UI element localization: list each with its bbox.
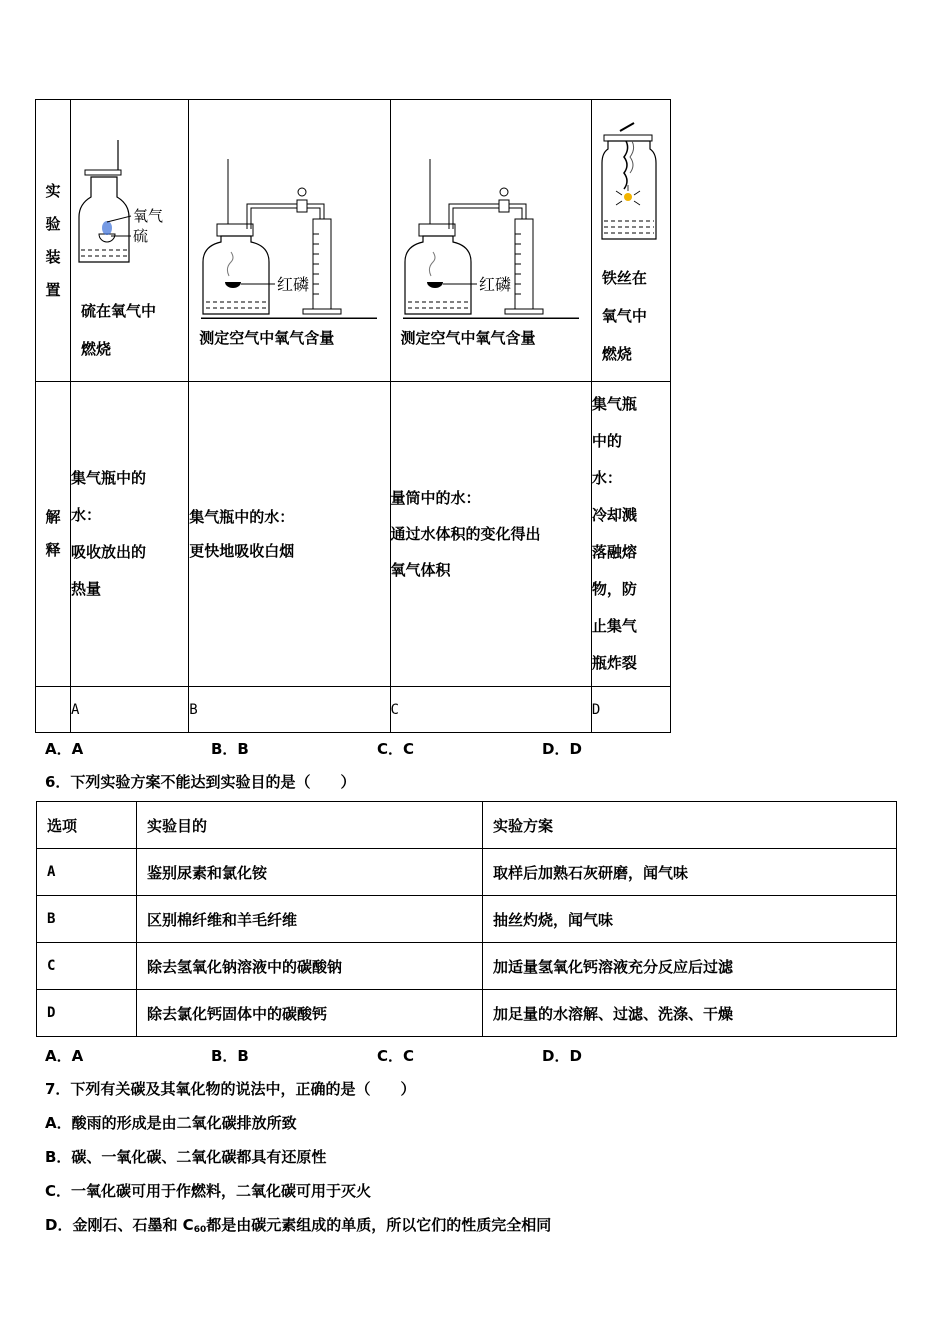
q5-option-d[interactable]: D．D	[542, 740, 582, 758]
letter-row-blank	[36, 687, 71, 733]
q5-option-a[interactable]: A．A	[45, 740, 84, 758]
q6-row	[37, 943, 897, 990]
row-label-apparatus: 实 验 装 置	[36, 100, 71, 382]
q5-option-b[interactable]: B．B	[211, 740, 249, 758]
label-red-phosphorus-b: 红磷	[277, 275, 310, 294]
q7-stem: 7．下列有关碳及其氧化物的说法中，正确的是（ ）	[45, 1080, 416, 1098]
q6-row-plan: 加适量氢氧化钙溶液充分反应后过滤	[483, 943, 897, 990]
q6-row-goal: 区别棉纤维和羊毛纤维	[137, 896, 483, 943]
apparatus-cell-c	[390, 100, 591, 382]
q6-row	[37, 896, 897, 943]
label-sulfur: 硫	[133, 226, 149, 245]
letter-b: B	[189, 687, 390, 733]
letter-c: C	[390, 687, 591, 733]
q6-row	[37, 849, 897, 896]
q6-header-option: 选项	[37, 802, 137, 849]
explanation-b: 集气瓶中的水： 更快地吸收白烟	[189, 382, 390, 687]
letter-a: A	[71, 687, 189, 733]
q7-option-c[interactable]: C．一氧化碳可用于作燃料，二氧化碳可用于灭火	[45, 1182, 372, 1200]
q6-row-plan: 取样后加熟石灰研磨，闻气味	[483, 849, 897, 896]
q6-header-plan: 实验方案	[483, 802, 897, 849]
caption-a: 硫在氧气中 燃烧	[81, 301, 157, 358]
q5-experiment-table	[35, 99, 671, 733]
q6-row-goal: 除去氯化钙固体中的碳酸钙	[137, 990, 483, 1037]
oxygen-measurement-diagram-b	[189, 134, 389, 319]
iron-wire-burning-diagram	[592, 111, 670, 241]
explanation-c: 量筒中的水： 通过水体积的变化得出 氧气体积	[390, 382, 591, 687]
q6-row-label: C	[37, 943, 137, 990]
q6-option-a[interactable]: A．A	[45, 1047, 84, 1065]
label-oxygen: 氧气	[133, 206, 164, 225]
q6-option-b[interactable]: B．B	[211, 1047, 249, 1065]
q6-stem: 6．下列实验方案不能达到实验目的是（ ）	[45, 773, 356, 791]
apparatus-cell-d	[591, 100, 670, 382]
q7-option-b[interactable]: B．碳、一氧化碳、二氧化碳都具有还原性	[45, 1148, 327, 1166]
explanation-a: 集气瓶中的 水： 吸收放出的 热量	[71, 382, 189, 687]
q6-row-label: D	[37, 990, 137, 1037]
q7-option-d[interactable]	[45, 1214, 551, 1235]
q6-row-plan: 抽丝灼烧，闻气味	[483, 896, 897, 943]
letter-d: D	[591, 687, 670, 733]
caption-b: 测定空气中氧气含量	[199, 329, 335, 347]
row-label-explanation: 解 释	[36, 382, 71, 687]
caption-d: 铁丝在 氧气中 燃烧	[601, 268, 647, 363]
q6-row	[37, 990, 897, 1037]
q6-row-goal: 除去氢氧化钠溶液中的碳酸钠	[137, 943, 483, 990]
q7-option-d-subscript: 60	[193, 1225, 207, 1235]
apparatus-cell-b	[189, 100, 390, 382]
q6-row-plan: 加足量的水溶解、过滤、洗涤、干燥	[483, 990, 897, 1037]
q7-option-d-before: D．金刚石、石墨和 C	[45, 1216, 194, 1234]
oxygen-measurement-diagram-c	[391, 134, 591, 319]
q6-row-label: A	[37, 849, 137, 896]
q6-row-label: B	[37, 896, 137, 943]
q6-table	[36, 801, 897, 1037]
label-red-phosphorus-c: 红磷	[478, 275, 511, 294]
q6-option-c[interactable]: C．C	[377, 1047, 415, 1065]
q7-option-a[interactable]: A．酸雨的形成是由二氧化碳排放所致	[45, 1114, 297, 1132]
explanation-d: 集气瓶 中的 水： 冷却溅 落融熔 物，防 止集气 瓶炸裂	[591, 382, 670, 687]
q6-header-goal: 实验目的	[137, 802, 483, 849]
apparatus-cell-a	[71, 100, 189, 382]
q7-option-d-after: 都是由碳元素组成的单质，所以它们的性质完全相同	[206, 1216, 552, 1234]
caption-c: 测定空气中氧气含量	[400, 329, 536, 347]
q6-row-goal: 鉴别尿素和氯化铵	[137, 849, 483, 896]
sulfur-burning-diagram	[71, 122, 188, 292]
q5-option-c[interactable]: C．C	[377, 740, 415, 758]
q6-option-d[interactable]: D．D	[542, 1047, 582, 1065]
